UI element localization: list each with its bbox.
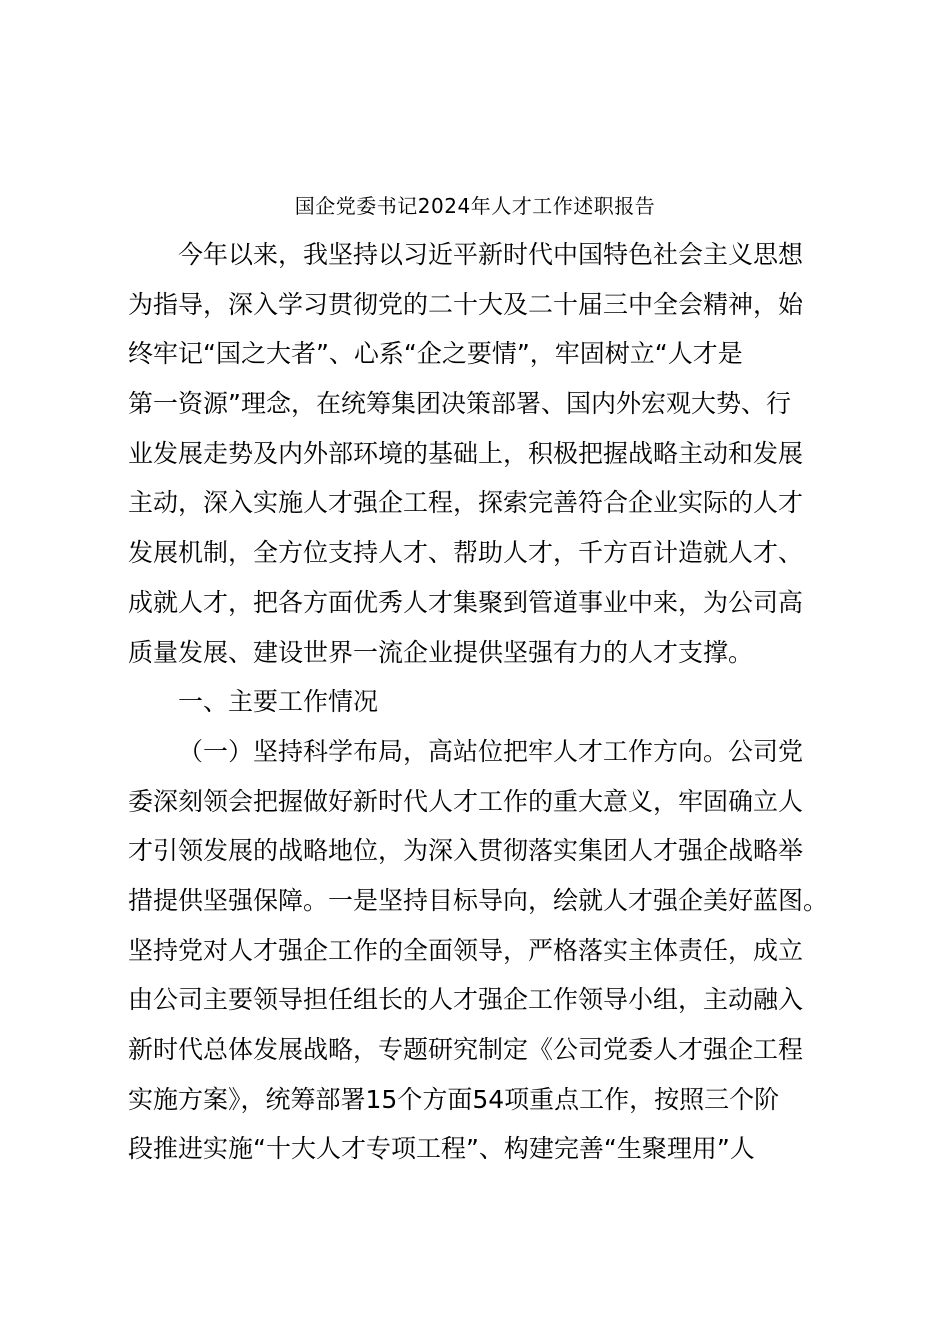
document-body [128, 230, 836, 1174]
document-title: 国企党委书记2024年人才工作述职报告 [294, 194, 656, 218]
paragraph-line: 为指导，深入学习贯彻党的二十大及二十届三中全会精神，始 [128, 289, 804, 319]
paragraph-line: 新时代总体发展战略，专题研究制定《公司党委人才强企工程 [128, 1035, 804, 1064]
paragraph-line: 第一资源”理念，在统筹集团决策部署、国内外宏观大势、行 [128, 389, 791, 419]
paragraph-line: 成就人才，把各方面优秀人才集聚到管道事业中来，为公司高 [128, 587, 804, 617]
paragraph-line: 段推进实施“十大人才专项工程”、构建完善“生聚理用”人 [128, 1134, 755, 1164]
paragraph-line: 坚持党对人才强企工作的全面领导，严格落实主体责任，成立 [128, 935, 804, 965]
paragraph-line: 发展机制，全方位支持人才、帮助人才，千方百计造就人才、 [128, 538, 804, 568]
paragraph-line: （一）坚持科学布局，高站位把牢人才工作方向。公司党 [178, 736, 804, 766]
paragraph-line: 业发展走势及内外部环境的基础上，积极把握战略主动和发展 [128, 438, 804, 468]
section-heading: 一、主要工作情况 [178, 687, 379, 717]
paragraph-line: 终牢记“国之大者”、心系“企之要情”，牢固树立“人才是 [128, 339, 743, 369]
paragraph-line: 今年以来，我坚持以习近平新时代中国特色社会主义思想 [178, 240, 804, 269]
paragraph-line: 措提供坚强保障。一是坚持目标导向，绘就人才强企美好蓝图。 [128, 885, 829, 915]
paragraph-line: 由公司主要领导担任组长的人才强企工作领导小组，主动融入 [128, 985, 804, 1015]
paragraph-line: 才引领发展的战略地位，为深入贯彻落实集团人才强企战略举 [128, 836, 804, 866]
paragraph-line: 主动，深入实施人才强企工程，探索完善符合企业实际的人才 [128, 488, 804, 518]
paragraph-line: 质量发展、建设世界一流企业提供坚强有力的人才支撑。 [128, 637, 754, 667]
paragraph-line: 实施方案》，统筹部署15个方面54项重点工作，按照三个阶 [128, 1084, 780, 1114]
paragraph-line: 委深刻领会把握做好新时代人才工作的重大意义，牢固确立人 [128, 786, 804, 816]
